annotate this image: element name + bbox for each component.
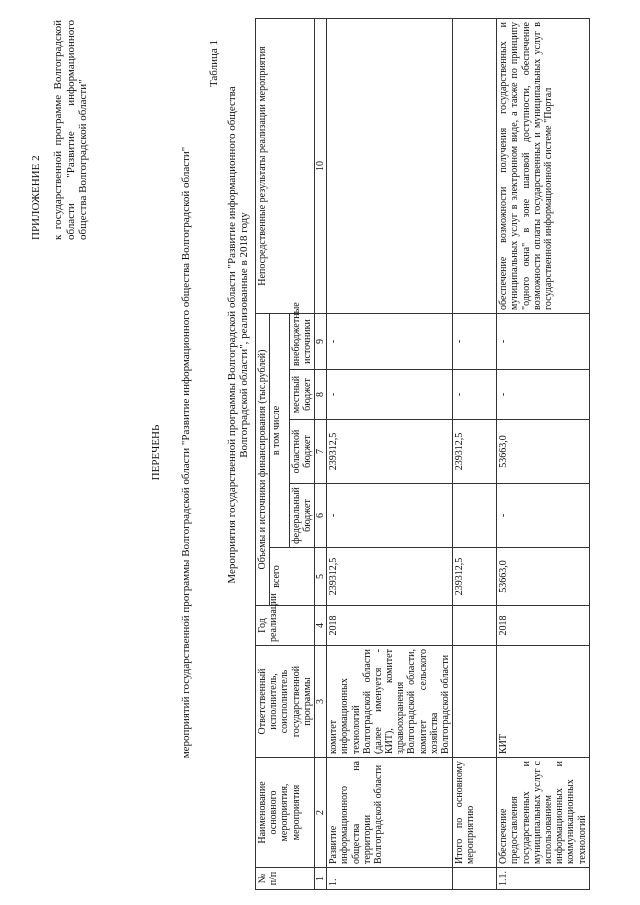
header-year: Год реализации	[256, 606, 315, 646]
column-number: 3	[314, 646, 326, 758]
column-number-row	[314, 19, 326, 890]
row-num	[453, 868, 497, 890]
row-extra: -	[453, 313, 497, 369]
column-number: 1	[314, 868, 326, 890]
header-executor: Ответственный исполнитель, соисполнитель государственной программы	[256, 646, 315, 758]
row-num: 1.1.	[497, 868, 590, 890]
row-federal: -	[497, 484, 590, 548]
row-executor: КИТ	[497, 646, 590, 758]
column-number: 7	[314, 420, 326, 484]
row-executor: комитет информационных технологий Волгоградской области (далее именуется - КИТ), комитет здравоохранения Волгоградской области, комитет сельского хозяйства Волгоградской области	[327, 646, 453, 758]
row-year	[453, 606, 497, 646]
row-regional: 53663,0	[497, 420, 590, 484]
column-number: 5	[314, 548, 326, 606]
header-including: в том числе	[270, 313, 289, 547]
row-year: 2018	[327, 606, 453, 646]
row-local: -	[497, 370, 590, 420]
row-result	[453, 19, 497, 314]
table-caption: Мероприятия государственной программы Волгоградской области "Развитие информационного общества Волгоградской области", реализованные в 2018 году	[226, 86, 251, 584]
header-total: всего	[270, 548, 315, 606]
header-extra: внебюджетные источники	[289, 313, 314, 369]
table-row	[327, 19, 453, 890]
header-result: Непосредственные результаты реализации мероприятия	[256, 19, 315, 314]
row-local: -	[327, 370, 453, 420]
row-federal	[453, 484, 497, 548]
document-title: ПЕРЕЧЕНЬ	[150, 424, 162, 481]
appendix-header	[30, 20, 89, 240]
row-result	[327, 19, 453, 314]
appendix-program-reference: к государственной программе Волгоградской области "Развитие информационного общества Волгоградской области"	[52, 20, 89, 240]
row-name: Развитие информационного общества на территории Волгоградской области	[327, 758, 453, 868]
table-number: Таблица 1	[208, 40, 220, 88]
header-num: № п/п	[256, 868, 315, 890]
row-local: -	[453, 370, 497, 420]
row-regional: 239312,5	[453, 420, 497, 484]
appendix-label: ПРИЛОЖЕНИЕ 2	[30, 155, 42, 240]
column-number: 9	[314, 313, 326, 369]
column-number: 10	[314, 19, 326, 314]
row-name: Итого по основному мероприятию	[453, 758, 497, 868]
row-federal: -	[327, 484, 453, 548]
row-extra: -	[327, 313, 453, 369]
column-number: 2	[314, 758, 326, 868]
activities-table	[255, 18, 590, 890]
row-total: 53663,0	[497, 548, 590, 606]
row-year: 2018	[497, 606, 590, 646]
header-federal: федеральный бюджет	[289, 484, 314, 548]
row-regional: 239312,5	[327, 420, 453, 484]
row-total: 239312,5	[453, 548, 497, 606]
column-number: 6	[314, 484, 326, 548]
column-number: 4	[314, 606, 326, 646]
document-subtitle: мероприятий государственной программы Волгоградской области "Развитие информационного общества Волгоградской области"	[180, 146, 192, 759]
row-extra: -	[497, 313, 590, 369]
row-total: 239312,5	[327, 548, 453, 606]
header-local: местный бюджет	[289, 370, 314, 420]
column-number: 8	[314, 370, 326, 420]
table-row	[497, 19, 590, 890]
header-funding: Объемы и источники финансирования (тыс.рублей)	[256, 313, 270, 605]
row-name: Обеспечение предоставления государственных и муниципальных услуг с использованием информационных и коммуникационных технологий	[497, 758, 590, 868]
header-regional: областной бюджет	[289, 420, 314, 484]
row-executor	[453, 646, 497, 758]
row-result: обеспечение возможности получения государственных и муниципальных услуг в электронном виде, а также по принципу "одного окна" в зоне шаговой доступности, обеспечение возможности оплаты государственных и муниципальных услуг в государственной информационной системе "Портал	[497, 19, 590, 314]
table-row	[453, 19, 497, 890]
row-num: 1.	[327, 868, 453, 890]
header-name: Наименование основного мероприятия, мероприятия	[256, 758, 315, 868]
